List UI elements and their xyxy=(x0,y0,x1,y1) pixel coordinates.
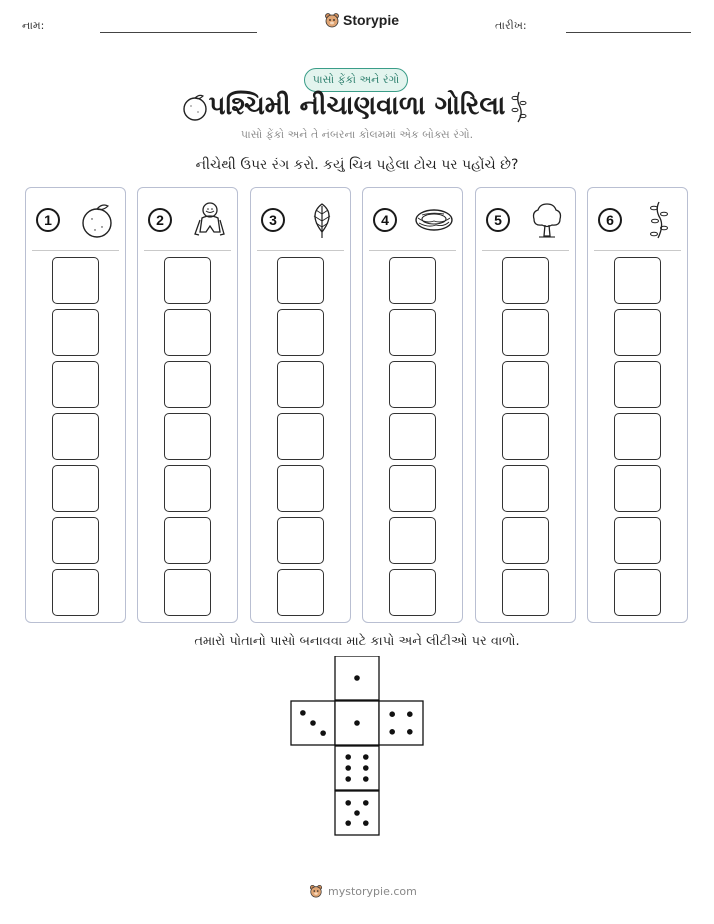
dice-pip xyxy=(354,720,360,726)
footer-url[interactable]: mystorypie.com xyxy=(328,884,417,898)
bear-icon xyxy=(324,12,340,28)
color-box[interactable] xyxy=(502,465,549,512)
column-number: 5 xyxy=(486,208,510,232)
dice-pip xyxy=(354,675,360,681)
color-box[interactable] xyxy=(502,257,549,304)
column-divider xyxy=(482,250,569,251)
color-box[interactable] xyxy=(164,257,211,304)
date-label: તારીખ: xyxy=(495,19,527,32)
color-box[interactable] xyxy=(52,517,99,564)
color-box[interactable] xyxy=(164,361,211,408)
column-number: 4 xyxy=(373,208,397,232)
page-title: પશ્ચિમી નીચાણવાળા ગોરિલા xyxy=(208,91,506,121)
color-box[interactable] xyxy=(389,413,436,460)
color-box[interactable] xyxy=(614,517,661,564)
column-6 xyxy=(587,187,688,623)
dice-pip xyxy=(310,720,316,726)
column-3 xyxy=(250,187,351,623)
column-1 xyxy=(25,187,126,623)
column-header xyxy=(251,188,350,250)
color-box[interactable] xyxy=(52,569,99,616)
dice-pip xyxy=(345,820,351,826)
dice-pip xyxy=(389,711,395,717)
column-4 xyxy=(362,187,463,623)
color-box[interactable] xyxy=(614,465,661,512)
color-box[interactable] xyxy=(614,309,661,356)
color-box[interactable] xyxy=(389,309,436,356)
column-divider xyxy=(369,250,456,251)
storypie-logo xyxy=(324,12,399,28)
question: નીચેથી ઉપર રંગ કરો. કયું ચિત્ર પહેલા ટોચ પર પહોંચે છે? xyxy=(195,157,519,173)
color-box[interactable] xyxy=(614,361,661,408)
name-line[interactable] xyxy=(100,32,257,33)
column-2 xyxy=(137,187,238,623)
dice-pip xyxy=(345,776,351,782)
instructions: પાસો ફેંકો અને તે નંબરના કોલમમાં એક બોક્સ રંગો. xyxy=(240,128,474,141)
color-box[interactable] xyxy=(502,413,549,460)
column-number: 2 xyxy=(148,208,172,232)
dice-pip xyxy=(300,710,306,716)
column-number: 3 xyxy=(261,208,285,232)
color-box[interactable] xyxy=(277,413,324,460)
column-number: 1 xyxy=(36,208,60,232)
dice-pip xyxy=(363,754,369,760)
tree-icon xyxy=(527,200,567,240)
color-box[interactable] xyxy=(502,517,549,564)
color-box[interactable] xyxy=(52,309,99,356)
color-box[interactable] xyxy=(277,569,324,616)
footer xyxy=(309,884,417,898)
name-label: નામ: xyxy=(22,19,45,32)
color-box[interactable] xyxy=(389,257,436,304)
color-box[interactable] xyxy=(614,569,661,616)
nest-icon xyxy=(414,200,454,240)
color-box[interactable] xyxy=(277,257,324,304)
color-box[interactable] xyxy=(52,361,99,408)
dice-pip xyxy=(345,800,351,806)
color-box[interactable] xyxy=(164,309,211,356)
badge-text: પાસો ફેંકો અને રંગો xyxy=(312,73,400,86)
leaf-icon xyxy=(302,200,342,240)
color-box[interactable] xyxy=(164,413,211,460)
column-header xyxy=(363,188,462,250)
dice-pip xyxy=(407,729,413,735)
column-divider xyxy=(594,250,681,251)
color-box[interactable] xyxy=(52,465,99,512)
color-box[interactable] xyxy=(164,569,211,616)
color-box[interactable] xyxy=(389,361,436,408)
color-box[interactable] xyxy=(164,517,211,564)
color-box[interactable] xyxy=(164,465,211,512)
color-box[interactable] xyxy=(277,517,324,564)
activity-badge xyxy=(304,68,408,92)
dice-pip xyxy=(363,776,369,782)
vine-icon xyxy=(508,90,530,124)
color-box[interactable] xyxy=(277,465,324,512)
dice-net xyxy=(290,656,424,836)
column-5 xyxy=(475,187,576,623)
dice-pip xyxy=(345,754,351,760)
column-divider xyxy=(144,250,231,251)
date-line[interactable] xyxy=(566,32,691,33)
column-header xyxy=(26,188,125,250)
color-box[interactable] xyxy=(502,309,549,356)
cut-instruction: તમારો પોતાનો પાસો બનાવવા માટે કાપો અને લીટીઓ પર વાળો. xyxy=(194,634,520,649)
color-box[interactable] xyxy=(502,569,549,616)
dice-pip xyxy=(363,800,369,806)
column-divider xyxy=(32,250,119,251)
color-box[interactable] xyxy=(277,309,324,356)
vine-icon xyxy=(639,200,679,240)
dice-pip xyxy=(363,765,369,771)
color-box[interactable] xyxy=(502,361,549,408)
dice-pip xyxy=(407,711,413,717)
color-box[interactable] xyxy=(389,465,436,512)
dice-pip xyxy=(389,729,395,735)
color-box[interactable] xyxy=(277,361,324,408)
column-header xyxy=(476,188,575,250)
color-box[interactable] xyxy=(614,257,661,304)
color-box[interactable] xyxy=(389,569,436,616)
column-number: 6 xyxy=(598,208,622,232)
color-box[interactable] xyxy=(52,257,99,304)
orange-icon xyxy=(77,200,117,240)
color-box[interactable] xyxy=(614,413,661,460)
dice-pip xyxy=(320,730,326,736)
column-header xyxy=(588,188,687,250)
dice-pip xyxy=(354,810,360,816)
column-divider xyxy=(257,250,344,251)
column-header xyxy=(138,188,237,250)
bear-icon xyxy=(309,884,323,898)
dice-pip xyxy=(345,765,351,771)
color-box[interactable] xyxy=(389,517,436,564)
gorilla-icon xyxy=(189,200,229,240)
color-box[interactable] xyxy=(52,413,99,460)
dice-face-4 xyxy=(379,701,423,745)
dice-face-5 xyxy=(335,746,379,790)
dice-pip xyxy=(363,820,369,826)
brand-name: Storypie xyxy=(343,12,400,28)
